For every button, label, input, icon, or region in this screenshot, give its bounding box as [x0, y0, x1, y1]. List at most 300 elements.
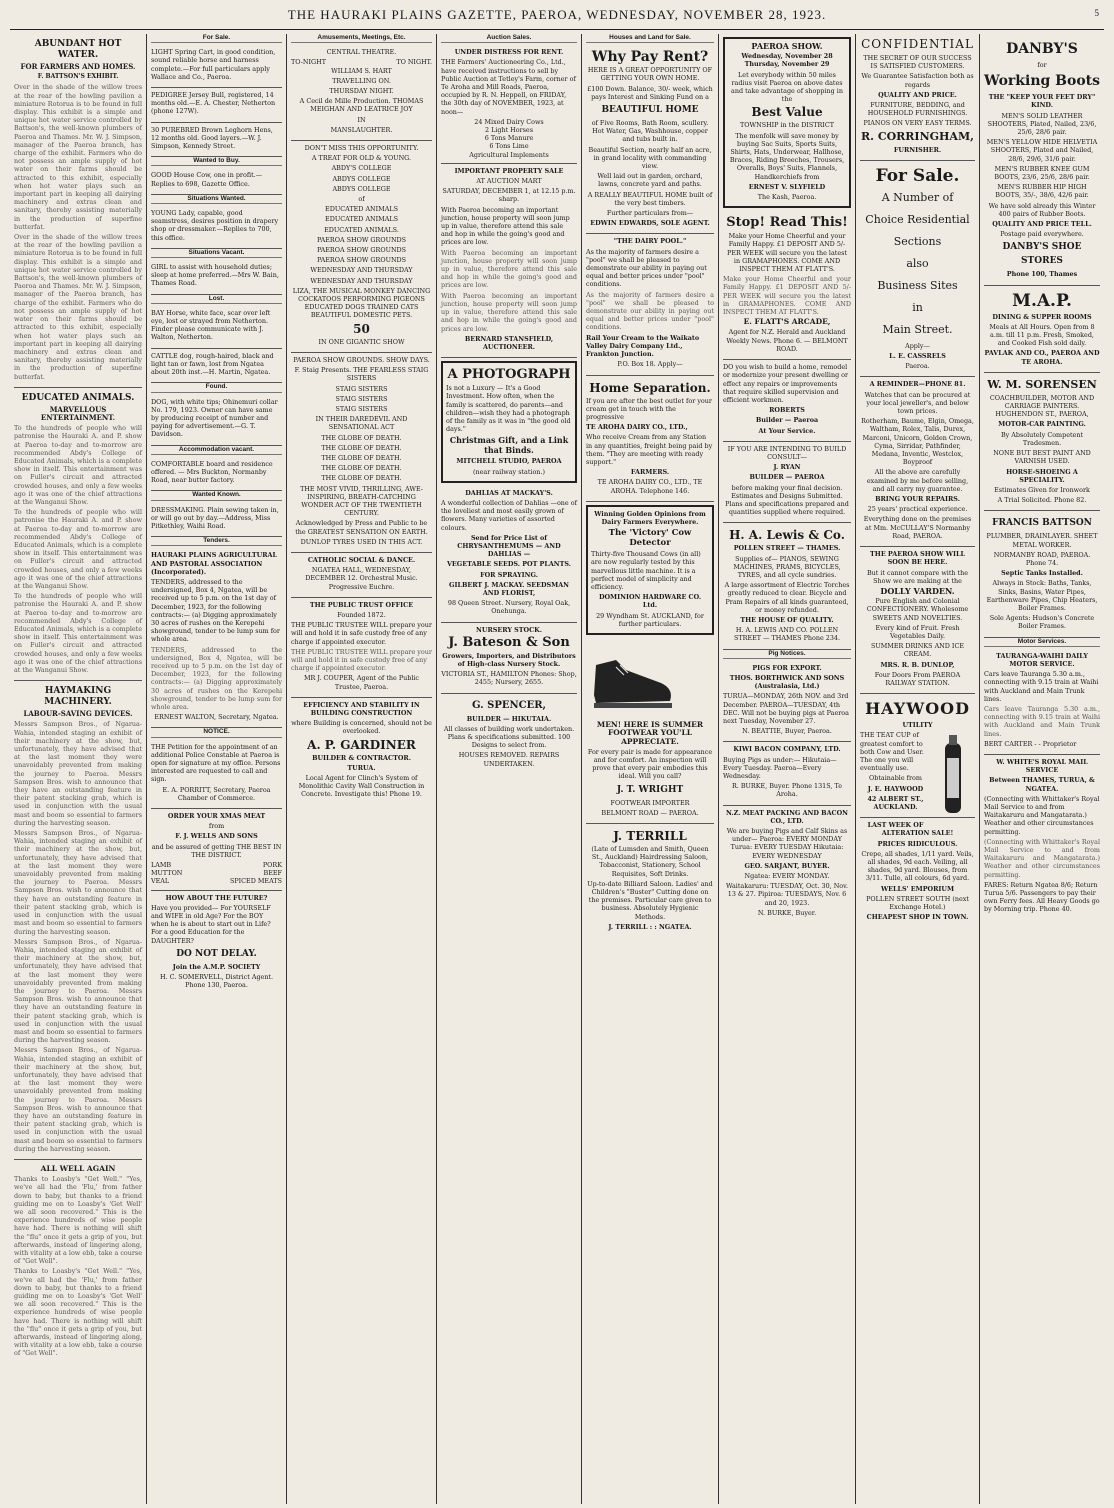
dahlia-title: DAHLIAS AT MACKAY'S.: [465, 488, 553, 497]
page-number: 5: [1094, 8, 1100, 18]
royal-text: (Connecting with Whittaker's Royal Mail Service to and from Waitakaruru and Mangatarata.) Weather and other circumstances permitting.: [984, 837, 1100, 879]
stock-item: 6 Tons Lime: [489, 142, 529, 151]
classified-ad: PEDIGREE Jersey Bull, registered, 14 months old.—E. A. Chester, Netherton (phone 127W).: [151, 91, 276, 116]
bateson-name: J. Bateson & Son: [448, 634, 570, 650]
property-signature: BERNARD STANSFIELD, AUCTIONEER.: [464, 334, 554, 351]
show-fox: The menfolk will save money by buying Sac Suits, Sports Suits, Shirts, Hats, Underwear, Hallhose, Braces, Riding Breeches, Trousers, Overalls, Boys' Suits, Flannels, Handkerchiefs from: [729, 131, 845, 181]
forsale-line: Business Sites: [877, 278, 958, 292]
classified-ad: CATTLE dog, rough-haired, black and light tan or fawn, lost from Ngatea about 20th inst.—H. Martin, Ngatea.: [151, 351, 274, 377]
vivid: THE MOST VIVID, THRILLING, AWE-INSPIRING, BREATH-CATCHING WONDER ACT OF THE TWENTIETH CENTURY.: [300, 484, 423, 518]
wells-address: POLLEN STREET SOUTH (next Exchange Hotel.): [866, 894, 969, 911]
future-title: HOW ABOUT THE FUTURE?: [165, 893, 268, 902]
future-text: Have you provided— For YOURSELF and WIFE in old Age? For the BOY when he is about to start out in Life? For a good Education for the DAUGHTER?: [151, 903, 271, 945]
article-text: Messrs Sampson Bros., of Ngarua-Wahia, intended staging an exhibit of their machinery at the show, but, unfortunately, they have advised that at the last moment they were unavoidably prevented from making the journey to Paeroa. Messrs Sampson Bros. wish to announce that they have an outstanding feature in their patent stacking grab, which is used in conjunction with the usual mast and boom so essential to farmers during the harvesting season.: [14, 829, 142, 936]
battson-septic: Septic Tanks Installed.: [1001, 569, 1083, 578]
photo-text: Is not a Luxury — It's a Good Investment. How often, when the family is scattered, do parents—and children—wish they had a photograph of the family as it was in "the good old days.": [446, 384, 571, 434]
column-8: [980, 34, 1104, 1504]
reminder-watches: Watches that can be procured at your local jeweller's, and below town prices.: [864, 390, 971, 416]
column-2: [147, 34, 287, 1504]
wells-cheapest: CHEAPEST SHOP IN TOWN.: [866, 913, 969, 922]
sorensen-varnish: NONE BUT BEST PAINT AND VARNISH USED.: [993, 449, 1091, 466]
ryan-name: J. RYAN: [773, 463, 801, 472]
article-text: To the hundreds of people who will patronise the Hauraki A. and P. show at Paeroa to-day and to-morrow are recommended Abdy's College of Educated Animals, which is a complete show in itself. This entertainment was on Fuller's circuit and attracted crowded houses, and only a few weeks ago it was one of the chief attractions at the Wanganui Show.: [14, 508, 142, 590]
dunlop-tyres: DUNLOP TYRES USED IN THIS ACT.: [300, 537, 423, 546]
winning-title: Winning Golden Opinions from Dairy Farmers Everywhere.: [594, 509, 706, 526]
forsale-line: Choice Residential: [865, 212, 970, 226]
sorensen-competent: By Absolutely Competent Tradesmen.: [1000, 430, 1084, 447]
xmas-from: from: [208, 822, 225, 831]
forsale-town: Paeroa.: [905, 362, 930, 371]
section-header: NOTICE.: [151, 728, 282, 737]
confidential-quality: QUALITY AND PRICE.: [878, 90, 957, 99]
efficiency-title: EFFICIENCY AND STABILITY IN BUILDING CONSTRUCTION: [303, 700, 420, 717]
meat-item: VEAL: [151, 877, 170, 886]
tearoha-address: TE AROHA DAIRY CO., LTD., TE AROHA. Telephone 146.: [597, 478, 703, 495]
haywood-obtain: Obtainable from: [869, 774, 922, 783]
cowdetector-text: Thirty-five Thousand Cows (in all) are now regularly tested by this marvellous little machine. It is a perfect model of simplicity and efficiency.: [591, 550, 701, 591]
tonight-label: TO NIGHT.: [396, 58, 432, 67]
property-text: With Paeroa becoming an important junction, house property will soon jump up in value, therefore attend this sale and hop in while the going's good and prices are low.: [441, 248, 577, 290]
sorensen-name: W. M. SORENSEN: [987, 377, 1097, 391]
spraying: FOR SPRAYING.: [480, 570, 538, 579]
educated-line: EDUCATED ANIMALS: [325, 215, 398, 224]
acknowledged: Acknowledged by Press and Public to be the GREATEST SENSATION ON EARTH.: [295, 519, 428, 536]
forsale-line: also: [906, 256, 929, 270]
haywood-utility: UTILITY: [902, 721, 933, 730]
pool-rail: Rail Your Cream to the Waikato Valley Dairy Company Ltd., Frankton Junction.: [586, 333, 700, 359]
haywood-text: THE TEAT CUP of greatest comfort to both Cow and User. The one you will eventually use.: [860, 731, 924, 773]
spencer-role: BUILDER — HIKUTAIA.: [466, 714, 552, 723]
show-dates: Wednesday, November 28 Thursday, November 29: [741, 52, 833, 69]
article-text: Messrs Sampson Bros., of Ngarua-Wahia, intended staging an exhibit of their machinery at the show, but, unfortunately, they have advised that at the last moment they were unavoidably prevented from making the journey to Paeroa. Messrs Sampson Bros. wish to announce that they have an outstanding feature in their patent stacking grab, which is used in conjunction with the usual mast and boom so essential to farmers during the harvesting season.: [14, 937, 142, 1045]
thursday-label: THURSDAY NIGHT.: [329, 87, 394, 96]
alteration-text: Crepe, all shades, 1/11 yard. Veils, all shades, 9d each. Veiling, all shades, 9d yard. Blouses, from 3/11. Tulle, all colours, 6d yard.: [861, 849, 974, 883]
stock-item: 2 Light Horses: [484, 126, 533, 135]
dolly-name: DOLLY VARDEN.: [880, 585, 955, 596]
forsale-line: Main Street.: [882, 322, 953, 336]
article-text: Thanks to Loasby's "Get Well." "Yes, we've all had the 'Flu,' from father down to baby, but thanks to a friend guiding me on to Loasby's 'Get Well' we all soon recovered." This is the experience hundreds of wise people have had. There is nothing will shift the "flu" once it gets a grip of you, but afterwards, instead of lingering along, with vitality at a low ebb, take a course of "Get Well".: [14, 1175, 142, 1266]
trust-title: THE PUBLIC TRUST OFFICE: [309, 600, 414, 609]
whypay-agent: EDWIN EDWARDS, SOLE AGENT.: [590, 219, 710, 228]
danby-title: DANBY'S: [1006, 41, 1078, 57]
educated-line: EDUCATED ANIMALS: [325, 205, 398, 214]
danby-boot: MEN'S YELLOW HIDE HELVETIA SHOOTERS, Plated and Nailed, 28/6, 29/6, 31/6 pair.: [986, 138, 1098, 163]
classified-ad: COMFORTABLE board and residence offered. — Mrs Buckton, Normanby Road, near butter factory.: [151, 459, 273, 485]
catholic-title: CATHOLIC SOCIAL & DANCE.: [307, 555, 416, 564]
notice-text: THE Petition for the appointment of an additional Police Constable at Paeroa is open for signature at my office. Persons interested are requested to call and sign.: [151, 742, 281, 784]
ryan-role: BUILDER — PAEROA: [749, 473, 825, 482]
gardiner-text: Local Agent for Clinch's System of Monolithic Cavity Wall Construction in Concrete. Investigate this! Phone 19.: [298, 774, 425, 799]
mackay-name: GILBERT J. MACKAY. SEEDSMAN AND FLORIST,: [449, 580, 569, 597]
reminder-bring: BRING YOUR REPAIRS.: [875, 495, 960, 504]
meat-item: LAMB: [151, 861, 172, 870]
wells-name: WELLS' EMPORIUM: [880, 884, 955, 893]
cowdetector-title: The 'Victory' Cow Detector: [608, 528, 692, 549]
stop-text: Make your Home Cheerful and your Family Happy. £1 DEPOSIT AND 5/- PER WEEK will secure you the latest in GRAMAPHONES. COME AND INSPECT THEM AT FLATT'S.: [723, 275, 851, 317]
ryan-intro: IF YOU ARE INTENDING TO BUILD CONSULT—: [727, 444, 847, 461]
column-1: [10, 34, 147, 1504]
globe-line: THE GLOBE OF DEATH.: [321, 443, 402, 452]
film-title: MANSLAUGHTER.: [330, 125, 393, 134]
tearoha-text: Who receive Cream from any Station in any quantities, freight being paid by them. "They are meeting with ready support.": [586, 433, 713, 466]
alteration-title: LAST WEEK OF ALTERATION SALE!: [867, 821, 954, 838]
article-text: To the hundreds of people who will patronise the Hauraki A. and P. show at Paeroa to-day and to-morrow are recommended Abdy's College of Educated Animals, which is a complete show in itself. This entertainment was on Fuller's circuit and attracted crowded houses, and only a few weeks ago it was one of the chief attractions at the Wanganui Show.: [14, 424, 142, 506]
sorensen-trial: A Trial Solicited. Phone 82.: [997, 496, 1087, 505]
classified-ad: LIGHT Spring Cart, in good condition, sound reliable horse and harness complete.—For full particulars apply Wallace and Co., Paeroa.: [151, 48, 276, 81]
forsale-apply: Apply—: [905, 341, 930, 350]
film-credits: A Cecil de Mille Production. THOMAS MEIGHAN AND LEATRICE JOY: [299, 97, 424, 114]
danby-boots: Working Boots: [984, 73, 1101, 90]
classified-ad: BAY Horse, white face, scar over left eye, lost or strayed from Netherton. Finder please communicate with J. Walton, Netherton.: [151, 308, 271, 342]
show-text: Let everybody within 50 miles radius visit Paeroa on above dates and take advantage of shopping in the: [731, 70, 843, 104]
xmas-tag: and be assured of getting THE BEST IN THE DISTRICT.: [151, 842, 282, 859]
haywood-name: J. E. HAYWOOD: [867, 784, 924, 793]
map-pavlak: PAVLAK AND CO., PAEROA AND TE AROHA.: [984, 349, 1100, 366]
tender-text: TENDERS, addressed to the undersigned, Box 4, Ngatea, will be received up to 5 p.m. on the 1st day of December, 1923, for the following contracts:— (a) Digging approximately 30 acres of rushes on the Kerepehi showground, tender to be lump sum for whole area.: [151, 577, 280, 644]
globe-line: THE GLOBE OF DEATH.: [321, 474, 402, 483]
auction-mart: AT AUCTION MART: [476, 177, 542, 186]
whypay-section: Beautiful Section, nearly half an acre, in grand locality with commanding view.: [588, 145, 712, 171]
section-header: Wanted to Buy.: [151, 157, 282, 166]
meat-item: MUTTON: [151, 869, 183, 878]
one-gigantic: IN ONE GIGANTIC SHOW: [318, 337, 405, 346]
meat-item: PORK: [262, 861, 282, 870]
subheading: MARVELLOUS ENTERTAINMENT.: [40, 404, 116, 422]
distress-text: THE Farmers' Auctioneering Co., Ltd., have received instructions to sell by Public Auction at Tetley's Farm, corner of Te Aroha and Mill Roads, Paeroa, occupied by R. N. Heppell, on FRIDAY, the 30th day of NOVEMBER, 1923, at noon—: [441, 58, 576, 116]
section-header: Found.: [151, 383, 282, 392]
classified-ad: 30 PUREBRED Brown Leghorn Hens, 12 months old. Good layers.—W. J. Simpson, Kennedy Street.: [151, 125, 273, 151]
globe-line: THE GLOBE OF DEATH.: [321, 453, 402, 462]
flatt-text: Agent for N.Z. Herald and Auckland Weekly News. Phone 6. — BELMONT ROAD.: [726, 328, 848, 353]
lewis-address: POLLEN STREET — THAMES.: [733, 544, 841, 553]
forsale-line: A Number of: [881, 190, 954, 204]
dolly-title: THE PAEROA SHOW WILL SOON BE HERE.: [870, 550, 965, 567]
dolly-owner: MRS. R. B. DUNLOP,: [880, 660, 955, 669]
distress-title: UNDER DISTRESS FOR RENT.: [454, 48, 564, 57]
section-header: Houses and Land for Sale.: [586, 34, 714, 43]
meat-item: BEEF: [263, 869, 282, 878]
whypay-title: Why Pay Rent?: [591, 49, 709, 66]
classified-ad: GOOD House Cow, one in profit.— Replies to 698, Gazette Office.: [151, 171, 263, 188]
section-header: Accommodation vacant.: [151, 446, 282, 455]
heading-haymaking: HAYMAKING MACHINERY.: [44, 686, 112, 708]
confidential-pianos: PIANOS ON VERY EASY TERMS.: [863, 119, 972, 128]
future-cta: DO NOT DELAY.: [176, 948, 257, 959]
dahlia-text: A wonderful collection of Dahlias —one of the loveliest and most easily grown of flowers. Many varieties of assorted colours.: [441, 498, 577, 532]
dominion-name: DOMINION HARDWARE CO. Ltd.: [598, 593, 702, 610]
article-text: Over in the shade of the willow trees at the rear of the bowling pavilion a miniature Rotorua is to be found in full display. This exhibit is a simple and unique hot water service controlled by Battson's, the well-known plumbers of Paeroa and Thames. Mr. W. J. Simpson, manager of the Paeroa branch, has charge of the exhibit. Farmers who do not possess an ample supply of hot water on their farms should be attracted to this exhibit, especially when hot water plays such an important part in keeping all dairying machinery and extras clean and sanitary, thereby assisting materially in the production of superfine butterfat.: [14, 233, 142, 381]
terrill-text: (Late of Lumsden and Smith, Queen St., Auckland) Hairdressing Saloon, Tobacconist, Stationery, School Requisites, Soft Drinks.: [591, 845, 709, 878]
sale-date: SATURDAY, DECEMBER 1, at 12.15 p.m. sharp.: [442, 187, 576, 204]
confidential-guarantee: We Guarantee Satisfaction both as regards: [861, 72, 974, 89]
tender-signature: ERNEST WALTON, Secretary, Ngatea.: [154, 713, 279, 722]
borthwick-buyer: N. BEATTIE, Buyer, Paeroa.: [742, 727, 832, 736]
dominion-address: 29 Wyndham St. AUCKLAND, for further particulars.: [596, 611, 704, 628]
pigs-title: PIGS FOR EXPORT.: [752, 663, 822, 672]
fifty: 50: [353, 321, 370, 336]
whypay-further: Further particulars from—: [606, 209, 694, 218]
kiwi-name: KIWI BACON COMPANY, LTD.: [733, 745, 841, 754]
stock-item: 24 Mixed Dairy Cows: [474, 117, 544, 126]
tonight-label: TO-NIGHT: [291, 58, 326, 67]
danby-postage: Postage paid everywhere.: [1000, 230, 1084, 239]
stock-item: Agricultural Implements: [469, 150, 549, 159]
studio-location: (near railway station.): [473, 467, 545, 476]
tender-title: HAURAKI PLAINS AGRICULTURAL AND PASTORAL ASSOCIATION (Incorporated).: [151, 551, 277, 576]
trust-signature: MR J. COUPER, Agent of the Public Trustee, Paeroa.: [304, 674, 419, 691]
abdys-line: ABDYS COLLEGE: [332, 184, 391, 193]
treat: A TREAT FOR OLD & YOUNG.: [311, 154, 412, 163]
staig-presents: F. Staig Presents. THE FEARLESS STAIG SISTERS: [294, 366, 429, 383]
haywood-logo: HAYWOOD: [865, 699, 970, 719]
column-4: [437, 34, 582, 1504]
reminder-brands: Rotherham, Baume, Elgin, Omega, Waltham, Rolex, Talis, Durex, Marconi, Unicorn, Golden Crown, Cyma, Sirridar, Pathfinder, Medana, Inventic, Westclox, Boyproof: [861, 417, 974, 467]
gardiner-role: BUILDER & CONTRACTOR.: [312, 753, 411, 762]
dolly-summer: SUMMER DRINKS AND ICE CREAM.: [870, 642, 965, 659]
danby-keepfeet: THE "KEEP YOUR FEET DRY" KIND.: [988, 93, 1096, 110]
dolly-confect: Pure English and Colonial CONFECTIONERY. Wholesome SWEETS AND NOVELTIES.: [866, 597, 969, 622]
forsale-agent: L. E. CASSRELS: [889, 352, 946, 361]
days-line: WEDNESDAY AND THURSDAY: [310, 276, 413, 285]
column-3: [287, 34, 437, 1504]
section-header: Pig Notices.: [723, 650, 851, 659]
homesep-title: Home Separation.: [589, 380, 711, 395]
studio-name: MITCHELL STUDIO, PAEROA: [456, 457, 562, 466]
danby-for: for: [1037, 61, 1047, 69]
alteration-prices: PRICES RIDICULOUS.: [877, 839, 958, 848]
nzmeat-buyer: GEO. SARJANT, BUYER.: [744, 861, 830, 870]
whypay-rooms: of Five Rooms, Bath Room, scullery. Hot Water, Gas, Washhouse, copper and tubs built in.: [591, 119, 709, 144]
column-5: [582, 34, 719, 1504]
heading-abundant: ABUNDANT HOT WATER.: [34, 39, 122, 60]
globe-line: THE GLOBE OF DEATH.: [321, 433, 402, 442]
battson-hudson: Sole Agents: Hudson's Concrete Boiler Frames.: [989, 614, 1095, 631]
terrill-text2: Up-to-date Billiard Saloon. Ladies' and Children's "Buster" Cutting done on the premises. Particular care given to business. Absolutely Hygienic Methods.: [587, 879, 713, 921]
danby-boot: MEN'S RUBBER HIP HIGH BOOTS, 35/-, 38/6, 42/6 pair.: [995, 183, 1089, 200]
roberts-name: ROBERTS: [769, 406, 805, 415]
danby-sold: We have sold already this Winter 400 pairs of Rubber Boots.: [988, 201, 1096, 218]
spencer-text: All classes of building work undertaken. Plans & specifications submitted. 100 Designs to select from.: [443, 724, 575, 750]
heading-educated: EDUCATED ANIMALS.: [21, 392, 135, 403]
reminder-years: 25 years' practical experience.: [867, 505, 968, 514]
section-header: Situations Vacant.: [151, 249, 282, 258]
veg-seeds: VEGETABLE SEEDS. POT PLANTS.: [446, 560, 572, 569]
tauranga-text: Cars leave Tauranga 5.30 a.m., connecting with 9.15 train at Waihi with Auckland and Main Trunk lines.: [984, 704, 1100, 738]
men-title: MEN! HERE IS SUMMER FOOTWEAR YOU'LL APPRECIATE.: [596, 720, 704, 746]
section-header: Motor Services.: [984, 638, 1100, 647]
column-6: [719, 34, 856, 1504]
globe-line: THE GLOBE OF DEATH.: [321, 464, 402, 473]
stop-title: Stop! Read This!: [726, 215, 848, 231]
days-line: WEDNESDAY AND THURSDAY: [310, 266, 413, 275]
masthead: [0, 0, 1114, 30]
xmas-title: ORDER YOUR XMAS MEAT: [167, 812, 266, 821]
whypay-laid: Well laid out in garden, orchard, lawns, concrete yard and paths.: [597, 172, 703, 189]
heading-allwell: ALL WELL AGAIN: [40, 1163, 116, 1173]
pool-text: As the majority of farmers desire a "pool" we shall be pleased to demonstrate our ability in paying out equal and better prices under "pool" conditions.: [586, 290, 714, 332]
battson-stock: Always in Stock: Baths, Tanks, Sinks, Basins, Water Pipes, Earthenware Pipes, Chip Heaters, Boiler Frames.: [986, 579, 1098, 612]
stop-text: Make your Home Cheerful and your Family Happy. £1 DEPOSIT AND 5/- PER WEEK will secure you the latest in GRAMAPHONES. COME AND INSPECT THEM AT FLATT'S.: [727, 232, 847, 274]
trust-text: THE PUBLIC TRUSTEE WILL prepare your will and hold it in safe custody free of any charge if appointed executor.: [291, 647, 432, 673]
map-dining: DINING & SUPPER ROOMS: [992, 312, 1092, 321]
classified-ad: GIRL to assist with household duties; sleep at home preferred.—Mrs W. Bain, Thames Road.: [151, 263, 279, 288]
confidential-furniture: FURNITURE, BEDDING, and HOUSEHOLD FURNISHINGS.: [867, 101, 968, 118]
nzmeat-buyer2: N. BURKE, Buyer.: [757, 908, 817, 917]
future-join: Join the A.M.P. SOCIETY: [172, 962, 261, 971]
corringham-role: FURNISHER.: [893, 145, 942, 154]
grounds-line: PAEROA SHOW GROUNDS: [316, 235, 407, 244]
lewis-text2: A large assortment of Electric Torches greatly reduced to clear. Bicycle and Pram Repairs of all kinds guaranteed, or money refunded.: [724, 581, 850, 614]
subheading: FOR FARMERS AND HOMES.: [20, 62, 136, 71]
roberts-builder: Builder — Paeroa: [755, 416, 819, 425]
property-text: With Paeroa becoming an important junction, house property will soon jump up in value, therefore attend this sale and hop in while the going's good and prices are low.: [441, 205, 570, 247]
section-header: Auction Sales.: [441, 34, 577, 43]
trust-founded: Founded 1872.: [337, 610, 386, 619]
subheading: LABOUR-SAVING DEVICES.: [23, 709, 133, 719]
teat-cup-illustration-icon: [933, 733, 973, 823]
show-title: PAEROA SHOW.: [751, 41, 823, 51]
section-header: Tenders.: [151, 537, 282, 546]
slyfield-shop: The Kash, Paeroa.: [757, 193, 817, 202]
section-header: Lost.: [151, 295, 282, 304]
kiwi-buyer: R. BURKE, Buyer. Phone 131S, Te Aroha.: [731, 782, 843, 799]
spencer-name: G. SPENCER,: [471, 699, 547, 711]
danby-boot: MEN'S SOLID LEATHER SHOOTERS, Plated, Nailed, 23/6, 25/6, 28/6 pair.: [987, 111, 1097, 137]
price-list: Send for Price List of CHRYSANTHEMUMS — AND DAHLIAS —: [457, 533, 561, 559]
masthead-title: THE HAURAKI PLAINS GAZETTE, PAEROA, WEDNESDAY, NOVEMBER 28, 1923.: [287, 7, 827, 22]
spencer-houses: HOUSES REMOVED. REPAIRS UNDERTAKEN.: [458, 751, 560, 768]
roberts-service: At Your Service.: [758, 426, 816, 435]
terrill-name: J. TERRILL: [613, 829, 687, 843]
show-days: PAEROA SHOW GROUNDS. SHOW DAYS.: [293, 355, 430, 364]
battson-name: FRANCIS BATTSON: [992, 518, 1092, 529]
whypay-deposit: £100 Down. Balance, 30/- week, which pays Interest and Sinking Fund on a: [587, 84, 713, 101]
royal-title: W. WHITE'S ROYAL MAIL SERVICE: [996, 757, 1088, 775]
section-header: For Sale.: [151, 34, 282, 43]
borthwick-text: TURUA—MONDAY, 26th NOV. and 3rd December. PAEROA—TUESDAY, 4th DEC. Will not be buying pigs at Paeroa next Tuesday, November 27.: [723, 692, 849, 725]
men-text: For every pair is made for appearance and for comfort. An inspection will prove that every pair embodies this ideal. Will you call?: [587, 747, 713, 781]
reminder-mccullay: Everything done on the premises at Mm. McCULLAY'S Normanby Road, PAEROA.: [863, 515, 972, 540]
educated-line: EDUCATED ANIMALS.: [324, 225, 399, 234]
lewis-footer: H. A. LEWIS AND CO. POLLEN STREET — THAMES Phone 234.: [734, 626, 840, 643]
staig-line: STAIG SISTERS: [335, 394, 388, 403]
classified-ad: DRESSMAKING. Plain sewing taken in, or will go out by day.—Address, Miss Pitkethley, Waihi Road.: [151, 505, 279, 530]
royal-text: (Connecting with Whittaker's Royal Mail Service to and from Waitakaruru and Mangatarata.) Weather and other circumstances permitting.: [984, 794, 1100, 836]
bateson-text: Growers, Importers, and Distributors of High-class Nursery Stock.: [442, 651, 576, 668]
classified-ad: YOUNG Lady, capable, good seamstress, desires position in drapery shop or dressmaker.—Replies to 700, this office.: [151, 209, 279, 242]
nursery-title: NURSERY STOCK.: [476, 625, 542, 634]
trust-text: THE PUBLIC TRUSTEE WILL prepare your will and hold it in safe custody free of any charge if appointed executor.: [291, 621, 432, 646]
reminder-repairs: All the above are carefully examined by me before selling, and all carry my guarantee.: [866, 468, 969, 493]
staig-line: STAIG SISTERS: [335, 404, 388, 413]
property-text: With Paeroa becoming an important junction, house property will soon jump up in value, therefore attend this sale and hop in while the going's good and prices are low.: [441, 291, 577, 333]
wright-name: J. T. WRIGHT: [616, 784, 684, 795]
article-text: Messrs Sampson Bros., of Ngarua-Wahia, intended staging an exhibit of their machinery at the show, but, unfortunately, they have advised that at the last moment they were unavoidably prevented from making the journey to Paeroa. Messrs Sampson Bros. wish to announce that they have an outstanding feature in their patent stacking grab, which is used in conjunction with the usual mast and boom so essential to farmers during the harvesting season.: [14, 720, 142, 827]
pool-box: P.O. Box 18. Apply—: [617, 360, 683, 369]
lewis-quality: THE HOUSE OF QUALITY.: [740, 615, 834, 624]
map-title: M.A.P.: [1012, 290, 1072, 311]
nzmeat-text: We are buying Pigs and Calf Skins as under— Paeroa: EVERY MONDAY Turua: EVERY TUESDAY Hikutaia: EVERY WEDNESDAY: [726, 827, 848, 860]
royal-fares: FARES: Return Ngatea 8/6; Return Turua 5/6. Passengers to pay their own Ferry fees. All Heavy Goods go by Morning trip. Phone 40.: [984, 880, 1100, 914]
section-header: Wanted Known.: [151, 491, 282, 500]
slyfield-name: ERNEST V. SLYFIELD: [748, 182, 826, 191]
grounds-line: PAEROA SHOW GROUNDS: [316, 256, 407, 265]
meat-item: SPICED MEATS: [229, 877, 282, 886]
map-meals: Meals at All Hours. Open from 8 a.m. till 11 p.m. Fresh, Smoked, and Cooked Fish sold daily.: [989, 322, 1095, 348]
flatt-name: E. FLATT'S ARCADE,: [743, 317, 831, 327]
wright-role: FOOTWEAR IMPORTER: [610, 798, 690, 807]
roberts-text: DO you wish to build a home, remodel or modernize your present dwelling or effect any repairs or improvements that require skilled supervision and efficient workmen.: [723, 363, 849, 404]
dontmiss: DON'T MISS THIS OPPORTUNITY.: [304, 144, 419, 153]
tauranga-proprietor: BERT CARTER - - Proprietor: [984, 739, 1077, 748]
shoe-illustration-icon: [586, 645, 676, 715]
notice-signature: E. A. PORRITT, Secretary, Paeroa Chamber of Commerce.: [162, 785, 271, 802]
stock-item: 6 Tons Manure: [484, 134, 534, 143]
sorensen-estimates: Estimates Given for Ironwork: [994, 485, 1090, 494]
abdys-line: ABDYS COLLEGE: [332, 174, 391, 183]
theatre-name: CENTRAL THEATRE.: [326, 48, 397, 57]
property-title: IMPORTANT PROPERTY SALE: [454, 166, 564, 175]
danby-stores: DANBY'S SHOE STORES: [1002, 242, 1082, 267]
classified-ad: DOG, with white tips; Ohinemuri collar No. 179, 1923. Owner can have same by producing receipt of number and paying for advertisement.—G. T. Davidson.: [151, 397, 278, 439]
battson-address: NORMANBY ROAD, PAEROA. Phone 74.: [993, 550, 1091, 567]
dolly-station: Four Doors From PAEROA RAILWAY STATION.: [874, 670, 961, 687]
wright-address: BELMONT ROAD — PAEROA.: [601, 808, 699, 817]
sorensen-shoeing: HORSE-SHOEING A SPECIALITY.: [1006, 467, 1078, 484]
ryan-text: before making your final decision. Estimates and Designs Submitted. Plans and specifications prepared and quantities supplied where required.: [725, 483, 849, 517]
mackay-address: 98 Queen Street. Nursery, Royal Oak, Onehunga.: [447, 599, 571, 616]
tauranga-title: TAURANGA-WAIHI DAILY MOTOR SERVICE.: [996, 651, 1088, 668]
battson-plumber: PLUMBER, DRAINLAYER. SHEET METAL WORKER.: [986, 532, 1098, 549]
in-label: IN: [357, 115, 366, 124]
homesep-text: If you are after the best outlet for your cream get in touch with the progressive: [586, 396, 712, 421]
forsale-line: in: [912, 300, 923, 314]
whypay-home: BEAUTIFUL HOME: [601, 105, 699, 116]
nzmeat-waitakaruru: Waitakaruru: TUESDAY, Oct. 30, Nov. 13 & 27. Pipiroa: TUESDAYS, Nov. 6 and 20, 1923.: [725, 882, 849, 907]
efficiency-text: where Building is concerned, should not be overlooked.: [291, 719, 432, 736]
catholic-text: NGATEA HALL, WEDNESDAY, DECEMBER 12. Orchestral Music. Progressive Euchre.: [305, 566, 418, 591]
of-label: of: [358, 195, 365, 204]
gardiner-town: TURUA.: [347, 763, 376, 772]
daredevil: IN THEIR DAREDEVIL AND SENSATIONAL ACT: [315, 415, 408, 432]
tender-text: TENDERS, addressed to the undersigned, Box 4, Ngatea, will be received up to 5 p.m. on the 1st day of December, 1923, for the following contracts:— (a) Digging approximately 30 acres of rushes on the Kerepehi showground, tender to be lump sum for whole area.: [151, 645, 282, 711]
byline: F. BATTSON'S EXHIBIT.: [37, 73, 119, 81]
show-bestvalue: Best Value: [751, 105, 823, 120]
staig-line: STAIG SISTERS: [335, 384, 388, 393]
article-text: To the hundreds of people who will patronise the Hauraki A. and P. show at Paeroa to-day and to-morrow are recommended Abdy's College of Educated Animals, which is a complete show in itself. This entertainment was on Fuller's circuit and attracted crowded houses, and only a few weeks ago it was one of the chief attractions at the Wanganui Show.: [14, 592, 142, 675]
xmas-firm: F. J. WELLS AND SONS: [175, 832, 258, 841]
corringham-name: R. CORRINGHAM,: [861, 129, 974, 143]
lewis-text: Supplies of— PIANOS, SEWING MACHINES, PRAMS, BICYCLES, TYRES, and all cycle sundries.: [733, 554, 841, 579]
whypay-reliable: A REALLY BEAUTIFUL HOME built of the very best timbers.: [587, 190, 713, 207]
confidential-title: CONFIDENTIAL: [861, 37, 974, 51]
danby-phone: Phone 100, Thames: [1006, 270, 1078, 279]
gardiner-name: A. P. GARDINER: [307, 737, 416, 752]
danby-quality: QUALITY AND PRICE TELL.: [992, 220, 1092, 229]
lewis-name: H. A. Lewis & Co.: [729, 528, 845, 543]
sorensen-coach: COACHBUILDER, MOTOR AND CARRIAGE PAINTERS. HUGHENDON ST., PAEROA,: [989, 393, 1095, 419]
future-signature: H. C. SOMERVELL, District Agent. Phone 130, Paeroa.: [159, 973, 274, 990]
film-title: TRAVELLING ON.: [332, 76, 391, 85]
photo-christmas: Christmas Gift, and a Link that Binds.: [449, 435, 569, 456]
sorensen-motorcar: MOTOR-CAR PAINTING.: [998, 420, 1086, 429]
tauranga-text: Cars leave Tauranga 5.30 a.m., connecting with 9.15 train at Waihi with Auckland and Main Trunk lines.: [984, 670, 1099, 703]
danby-boot: MEN'S RUBBER KNEE GUM BOOTS, 23/6, 25/6, 28/6 pair.: [994, 164, 1090, 182]
photo-title: A PHOTOGRAPH: [447, 367, 571, 383]
terrill-sign: J. TERRILL : : NGATEA.: [608, 922, 692, 931]
dolly-fruit: Every kind of Fruit. Fresh Vegetables Daily.: [875, 623, 960, 640]
tearoha-name: TE AROHA DAIRY CO., LTD.,: [586, 423, 688, 432]
